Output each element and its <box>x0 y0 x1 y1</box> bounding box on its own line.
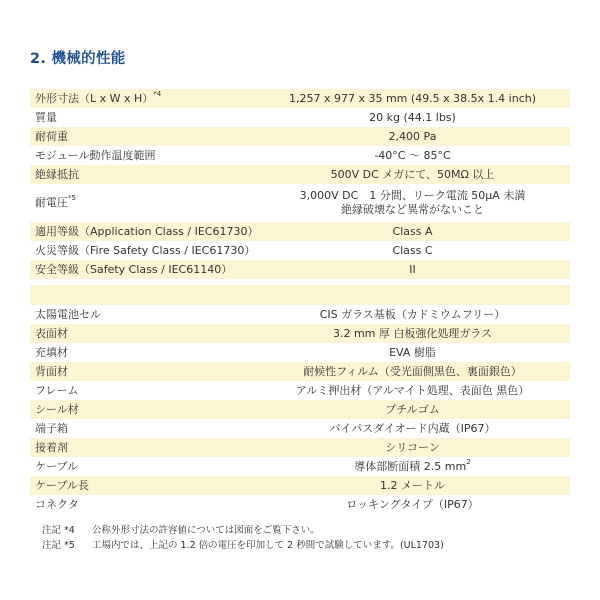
row-value: シリコーン <box>385 440 440 454</box>
table-row <box>30 495 570 514</box>
row-label: 安全等級（Safety Class / IEC61140） <box>35 262 233 276</box>
row-label: ケーブル <box>35 459 79 473</box>
table-row <box>30 89 570 108</box>
row-value-line2: 絶縁破壊など異常がないこと <box>341 203 484 216</box>
row-value: EVA 樹脂 <box>389 345 436 359</box>
table-row <box>30 362 570 381</box>
row-value: バイパスダイオード内蔵（IP67） <box>329 421 496 435</box>
row-value: Class C <box>392 243 433 257</box>
table-row <box>30 381 570 400</box>
row-label: 適用等級（Application Class / IEC61730） <box>35 224 259 238</box>
footnote <box>42 523 444 538</box>
row-value: 3.2 mm 厚 白板強化処理ガラス <box>332 326 493 340</box>
table-row <box>30 222 570 241</box>
row-label: フレーム <box>35 383 79 397</box>
row-label: 耐荷重 <box>35 129 68 143</box>
table-row <box>30 146 570 165</box>
row-label: 質量 <box>35 110 57 124</box>
table-row <box>30 184 570 222</box>
footnote-text: 工場内では、上記の 1.2 倍の電圧を印加して 2 秒間で試験しています。(UL1703) <box>92 540 444 551</box>
row-label: 充填材 <box>35 345 68 359</box>
row-label: シール材 <box>35 402 79 416</box>
row-value: 20 kg (44.1 lbs) <box>369 110 456 124</box>
row-value-line1: 3,000V DC 1 分間、リーク電流 50μA 未満 <box>299 189 526 202</box>
row-value: 500V DC メガにて、50MΩ 以上 <box>330 167 495 181</box>
row-value: 1,257 x 977 x 35 mm (49.5 x 38.5x 1.4 inch) <box>288 91 537 105</box>
row-label: コネクタ <box>35 497 79 511</box>
footnotes <box>42 523 444 553</box>
row-value: ロッキングタイプ（IP67） <box>346 497 479 511</box>
materials-table <box>30 305 570 514</box>
row-label: 背面材 <box>35 364 68 378</box>
row-label: 太陽電池セル <box>35 307 101 321</box>
row-label: 耐電圧$^{*5}$ <box>35 194 76 209</box>
row-label: 表面材 <box>35 326 68 340</box>
row-label: 接着剤 <box>35 440 68 454</box>
footnote-tag: 注記 *5 <box>42 540 75 551</box>
table-row <box>30 324 570 343</box>
row-value: 1.2 メートル <box>380 478 445 492</box>
electrical-safety-table <box>30 89 570 279</box>
footnote-text: 公称外形寸法の許容値については図面をご覧下さい。 <box>92 525 320 536</box>
row-label: 外形寸法（L x W x H）$^{*4}$ <box>35 89 162 105</box>
table-row <box>30 260 570 279</box>
row-label: 端子箱 <box>35 421 68 435</box>
table-row <box>30 305 570 324</box>
table-row <box>30 438 570 457</box>
row-value: 2,400 Pa <box>388 129 437 143</box>
row-value: II <box>409 262 416 276</box>
footnote <box>42 538 444 553</box>
table-row <box>30 476 570 495</box>
row-label: ケーブル長 <box>35 478 90 492</box>
row-value: ブチルゴム <box>385 402 440 416</box>
table-row <box>30 241 570 260</box>
footnote-tag: 注記 *4 <box>42 525 75 536</box>
table-row <box>30 127 570 146</box>
row-value: アルミ押出材（アルマイト処理、表面色 黒色） <box>295 383 530 397</box>
table-row <box>30 400 570 419</box>
row-value <box>255 184 570 222</box>
table-row <box>30 165 570 184</box>
section-title: 2. 機械的性能 <box>30 51 126 67</box>
row-label: 火災等級（Fire Safety Class / IEC61730） <box>35 243 256 257</box>
row-label: 絶縁抵抗 <box>35 167 79 181</box>
row-value: Class A <box>392 224 433 238</box>
row-value: 導体部断面積 2.5 $mm^2$ <box>354 457 471 473</box>
row-value: -40°C ～ 85°C <box>374 148 451 162</box>
table-row <box>30 343 570 362</box>
table-row <box>30 457 570 476</box>
table-row <box>30 419 570 438</box>
row-value: 耐候性フィルム（受光面側黒色、裏面銀色） <box>303 364 522 378</box>
row-value: CIS ガラス基板（カドミウムフリー） <box>319 307 506 321</box>
row-label: モジュール動作温度範囲 <box>35 148 156 162</box>
table-row <box>30 108 570 127</box>
table-spacer <box>30 285 570 305</box>
